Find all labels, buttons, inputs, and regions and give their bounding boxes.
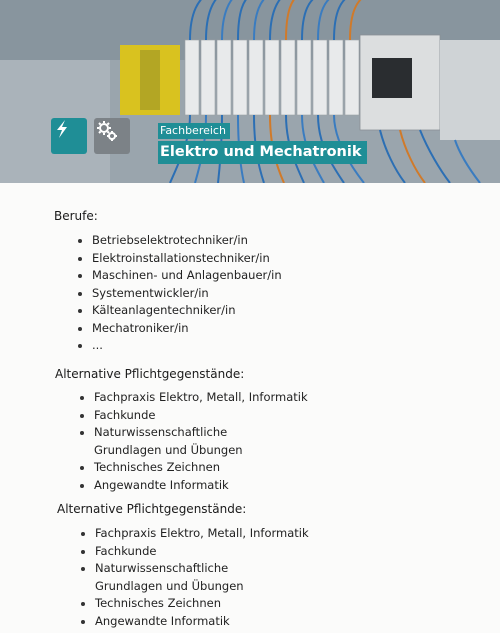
list-item: Fachpraxis Elektro, Metall, Informatik bbox=[78, 389, 308, 407]
list-item: Fachkunde bbox=[78, 407, 308, 425]
list-item: Maschinen- und Anlagenbauer/in bbox=[76, 267, 282, 285]
list-item: Technisches Zeichnen bbox=[79, 595, 309, 613]
list-item: Mechatroniker/in bbox=[76, 320, 282, 338]
list-item: Angewandte Informatik bbox=[78, 477, 308, 495]
list-item: Naturwissenschaftliche Grundlagen und Übungen bbox=[78, 424, 294, 459]
header-title-small: Fachbereich bbox=[158, 123, 230, 139]
lightning-icon bbox=[51, 118, 73, 140]
section-heading: Alternative Pflichtgegenstände: bbox=[55, 367, 245, 381]
item-list bbox=[78, 389, 308, 494]
list-item: Technisches Zeichnen bbox=[78, 459, 308, 477]
item-list bbox=[76, 232, 282, 355]
list-item: Angewandte Informatik bbox=[79, 613, 309, 631]
gears-icon bbox=[94, 118, 120, 144]
list-item: Naturwissenschaftliche Grundlagen und Übungen bbox=[79, 560, 295, 595]
header-photo-band bbox=[0, 0, 500, 183]
section-heading: Berufe: bbox=[54, 209, 98, 223]
header-title bbox=[158, 119, 367, 164]
list-item: Betriebselektrotechniker/in bbox=[76, 232, 282, 250]
electro-badge bbox=[51, 118, 87, 154]
list-item: Fachpraxis Elektro, Metall, Informatik bbox=[79, 525, 309, 543]
mechatronics-badge bbox=[94, 118, 130, 154]
section-heading: Alternative Pflichtgegenstände: bbox=[57, 502, 247, 516]
list-item: Systementwickler/in bbox=[76, 285, 282, 303]
item-list bbox=[79, 525, 309, 630]
list-item: ... bbox=[76, 337, 282, 355]
list-item: Fachkunde bbox=[79, 543, 309, 561]
list-item: Kälteanlagentechniker/in bbox=[76, 302, 282, 320]
header-title-big: Elektro und Mechatronik bbox=[158, 141, 367, 164]
list-item: Elektroinstallationstechniker/in bbox=[76, 250, 282, 268]
